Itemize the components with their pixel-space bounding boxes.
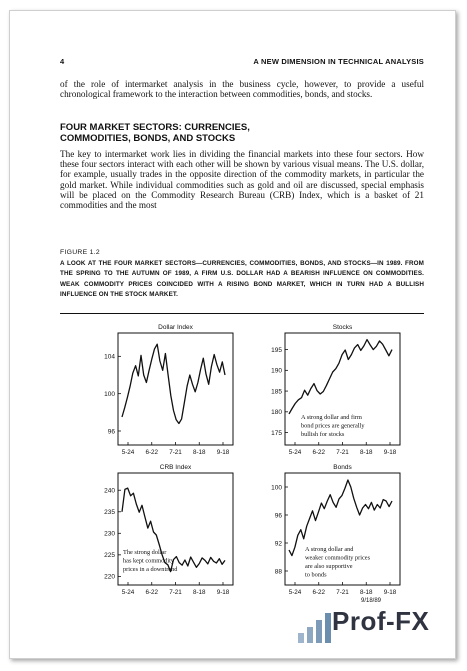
stocks-xtick-label: 5-24	[288, 449, 302, 456]
stocks-ytick-label: 190	[271, 367, 282, 375]
stocks-xtick-label: 7-21	[336, 449, 349, 456]
dollar-index-xtick-label: 9-18	[216, 449, 230, 456]
bonds-ytick-label: 100	[271, 484, 282, 492]
dollar-index-xtick-label: 8-18	[192, 449, 206, 456]
dollar-index-series-line	[122, 344, 225, 423]
bonds-xtick-label: 5-24	[288, 589, 302, 596]
crb-index-xtick-label: 7-21	[169, 589, 182, 596]
stocks-ytick-label: 175	[271, 429, 282, 437]
dollar-index-xtick-label: 7-21	[169, 449, 182, 456]
stocks-xtick-label: 9-18	[383, 449, 397, 456]
crb-index-ytick-label: 220	[104, 573, 115, 581]
dollar-index-xtick-label: 6-22	[145, 449, 159, 456]
crb-index-xtick-label: 9-18	[216, 589, 230, 596]
dollar-index-xtick-label: 5-24	[121, 449, 135, 456]
dollar-index-title: Dollar Index	[158, 324, 193, 331]
bonds-annotation: A strong dollar and weaker commodity prices are also supportive to bonds	[305, 546, 371, 579]
bonds-xtick-label: 8-18	[359, 589, 373, 596]
paragraph-1: of the role of intermarket analysis in the business cycle, however, to provide a useful chronological framework to the interaction between commodities, bonds, and stocks.	[60, 79, 424, 100]
stocks-annotation: A strong dollar and firm bond prices are generally bullish for stocks	[301, 414, 365, 438]
crb-index-title: CRB Index	[159, 464, 192, 471]
stocks-ytick-label: 185	[271, 388, 282, 396]
bonds-title: Bonds	[333, 464, 352, 471]
bonds-xtick-label: 7-21	[336, 589, 349, 596]
crb-index-xtick-label: 6-22	[145, 589, 159, 596]
page-number: 4	[60, 57, 65, 66]
crb-index-ytick-label: 225	[104, 552, 115, 560]
dollar-index-ytick-label: 96	[107, 428, 115, 436]
stocks-ytick-label: 195	[271, 346, 282, 354]
watermark-text: Prof-FX	[332, 606, 430, 636]
bonds-ytick-label: 96	[274, 512, 282, 520]
crb-index-annotation: The strong dollar has kept commodity prices in a downtrend	[123, 549, 178, 573]
bonds-ytick-label: 92	[274, 540, 282, 548]
dollar-index-ytick-label: 104	[104, 353, 115, 361]
paragraph-2: The key to intermarket work lies in dividing the financial markets into these four sectors. How these four sectors interact with each other will be shown by various visual means. The U.S. dollar, for example, usually trades in the opposite direction of the commodity markets, in particular the gold market. While individual commodities such as gold and oil are discussed, special emphasis will be placed on the Commodity Research Bureau (CRB) Index, which is a basket of 21 commodities and the most	[60, 149, 424, 211]
stocks-series-line	[289, 340, 392, 414]
stocks-ytick-label: 180	[271, 409, 282, 417]
crb-index-ytick-label: 235	[104, 509, 115, 517]
section-heading-line-1: FOUR MARKET SECTORS: CURRENCIES,	[60, 122, 250, 133]
crb-index-xtick-label: 5-24	[121, 589, 135, 596]
crb-index-ytick-label: 230	[104, 530, 115, 538]
bonds-xtick-label: 6-22	[312, 589, 326, 596]
bonds-xtick-label: 9-18	[383, 589, 397, 596]
stocks-title: Stocks	[332, 324, 353, 331]
running-title: A NEW DIMENSION IN TECHNICAL ANALYSIS	[253, 57, 424, 66]
figure-caption: A LOOK AT THE FOUR MARKET SECTORS—CURRENCIES, COMMODITIES, BONDS, AND STOCKS—IN 1989. FROM THE SPRING TO THE AUTUMN OF 1989, A FIRM U.S. DOLLAR HAD A BEARISH INFLUENCE ON COMMODITIES. WEAK COMMODITY PRICES COINCIDED WITH A RISING BOND MARKET, WHICH IN TURN HAD A BULLISH INFLUENCE ON THE STOCK MARKET.	[60, 260, 424, 299]
dollar-index-frame	[118, 333, 233, 445]
dollar-index-ytick-label: 100	[104, 390, 115, 398]
bonds-series-line	[289, 480, 392, 556]
stocks-xtick-label: 8-18	[359, 449, 373, 456]
crb-index-xtick-label: 8-18	[192, 589, 206, 596]
stocks-xtick-label: 6-22	[312, 449, 326, 456]
figure-label: FIGURE 1.2	[60, 249, 101, 256]
section-heading-line-2: COMMODITIES, BONDS, AND STOCKS	[60, 133, 236, 144]
bonds-ytick-label: 88	[274, 568, 282, 576]
figure-date: 9/18/89	[361, 598, 382, 604]
crb-index-ytick-label: 240	[104, 487, 115, 495]
